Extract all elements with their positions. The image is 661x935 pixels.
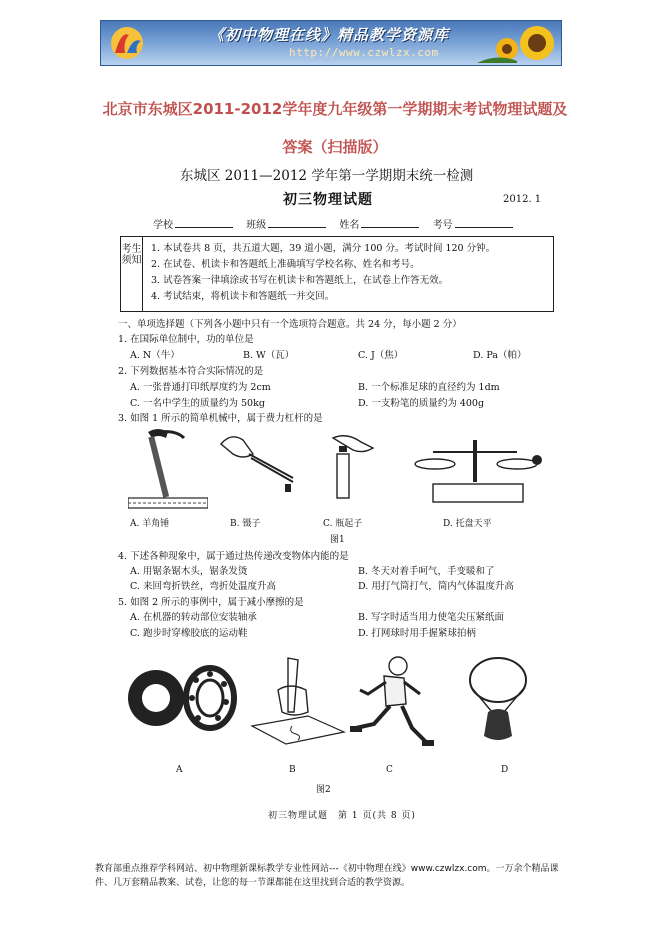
- page-title: 北京市东城区2011-2012学年度九年级第一学期期末考试物理试题及答案（扫描版）: [102, 100, 568, 156]
- question-4-option-c: C. 来回弯折铁丝，弯折处温度升高: [130, 581, 276, 592]
- section-heading: 一、单项选择题（下列各小题中只有一个选项符合题意。共 24 分，每小题 2 分）: [118, 319, 462, 330]
- site-logo-icon: [107, 25, 147, 61]
- field-school-blank: [175, 217, 233, 228]
- exam-notice-box: [120, 236, 554, 312]
- question-3-option-c: C. 瓶起子: [323, 519, 363, 529]
- question-5-stem: 5. 如图 2 所示的事例中，属于减小摩擦的是: [118, 597, 304, 608]
- figure-2-label-a: A: [176, 765, 183, 775]
- figure-1-caption: 图1: [330, 535, 345, 545]
- notice-label: 考生须知: [121, 237, 143, 311]
- question-2-option-b: B. 一个标准足球的直径约为 1dm: [358, 382, 500, 393]
- question-3-stem: 3. 如图 1 所示的简单机械中，属于费力杠杆的是: [118, 413, 323, 424]
- exam-date: 2012. 1: [503, 194, 542, 205]
- site-promo-note: 教育部重点推荐学科网站、初中物理新课标教学专业性网站---《初中物理在线》www.czwlzx.com。一万余个精品课件、几万套精品教案、试卷，让您的每一节课都能在这里找到合适的教学资源。: [95, 864, 559, 888]
- notice-item: 2. 在试卷、机读卡和答题纸上准确填写学校名称、姓名和考号。: [151, 259, 420, 270]
- field-id-label: 考号: [432, 220, 453, 231]
- question-4-option-b: B. 冬天对着手呵气，手变暖和了: [358, 566, 495, 577]
- figure-2-label-c: C: [386, 765, 393, 775]
- figure-2-label-d: D: [501, 765, 509, 775]
- bottle-opener-icon: [323, 424, 393, 504]
- question-4-stem: 4. 下述各种现象中，属于通过热传递改变物体内能的是: [118, 551, 349, 562]
- writing-hand-icon: [248, 656, 348, 746]
- claw-hammer-icon: [128, 424, 208, 512]
- question-2-stem: 2. 下列数据基本符合实际情况的是: [118, 366, 264, 377]
- exam-header: 东城区 2011—2012 学年第一学期期末统一检测: [180, 168, 474, 184]
- sunflower-icon: [477, 23, 557, 63]
- field-name-blank: [361, 217, 419, 228]
- tennis-racket-icon: [458, 654, 548, 744]
- question-2-option-d: D. 一支粉笔的质量约为 400g: [358, 398, 485, 409]
- balance-scale-icon: [413, 430, 553, 510]
- notice-item: 1. 本试卷共 8 页，共五道大题，39 道小题，满分 100 分。考试时间 120 分钟。: [151, 243, 496, 254]
- question-1-option-a: A. N（牛）: [130, 350, 180, 361]
- field-class-blank: [268, 217, 326, 228]
- question-3-option-a: A. 羊角锤: [130, 519, 170, 529]
- question-4-option-a: A. 用锯条锯木头，锯条发烫: [130, 566, 248, 577]
- figure-2-label-b: B: [289, 765, 296, 775]
- question-2-option-c: C. 一名中学生的质量约为 50kg: [130, 398, 265, 409]
- running-boy-icon: [346, 654, 436, 750]
- field-class-label: 班级: [246, 220, 267, 231]
- question-5-option-c: C. 跑步时穿橡胶底的运动鞋: [130, 628, 248, 639]
- field-id-blank: [455, 217, 513, 228]
- bearing-icon: [126, 658, 244, 738]
- notice-item: 3. 试卷答案一律填涂或书写在机读卡和答题纸上，在试卷上作答无效。: [151, 275, 449, 286]
- banner-url[interactable]: http://www.czwlzx.com: [289, 46, 439, 59]
- question-5-option-d: D. 打网球时用手握紧球拍柄: [358, 628, 476, 639]
- question-3-option-d: D. 托盘天平: [443, 519, 492, 529]
- field-school-label: 学校: [153, 220, 173, 231]
- question-1-option-c: C. J（焦）: [358, 350, 404, 361]
- tweezers-icon: [213, 424, 303, 504]
- field-name-label: 姓名: [339, 220, 360, 231]
- question-3-option-b: B. 镊子: [230, 519, 261, 529]
- exam-subtitle: 初三物理试题: [283, 192, 373, 208]
- banner-title: 《初中物理在线》精品教学资源库: [209, 26, 450, 44]
- question-1-option-b: B. W（瓦）: [243, 350, 295, 361]
- site-banner[interactable]: [100, 20, 562, 66]
- question-5-option-b: B. 写字时适当用力使笔尖压紧纸面: [358, 612, 505, 623]
- figure-2-caption: 图2: [316, 785, 331, 795]
- student-info-row: [153, 216, 521, 231]
- question-1-option-d: D. Pa（帕）: [473, 350, 527, 361]
- scanned-exam-page: [118, 158, 558, 828]
- exam-page-footer: 初三物理试题 第 1 页(共 8 页): [268, 811, 416, 821]
- question-1-stem: 1. 在国际单位制中，功的单位是: [118, 334, 254, 345]
- question-5-option-a: A. 在机器的转动部位安装轴承: [130, 612, 257, 623]
- notice-item: 4. 考试结束，将机读卡和答题纸一并交回。: [151, 291, 335, 302]
- question-4-option-d: D. 用打气筒打气，筒内气体温度升高: [358, 581, 514, 592]
- question-2-option-a: A. 一张普通打印纸厚度约为 2cm: [130, 382, 271, 393]
